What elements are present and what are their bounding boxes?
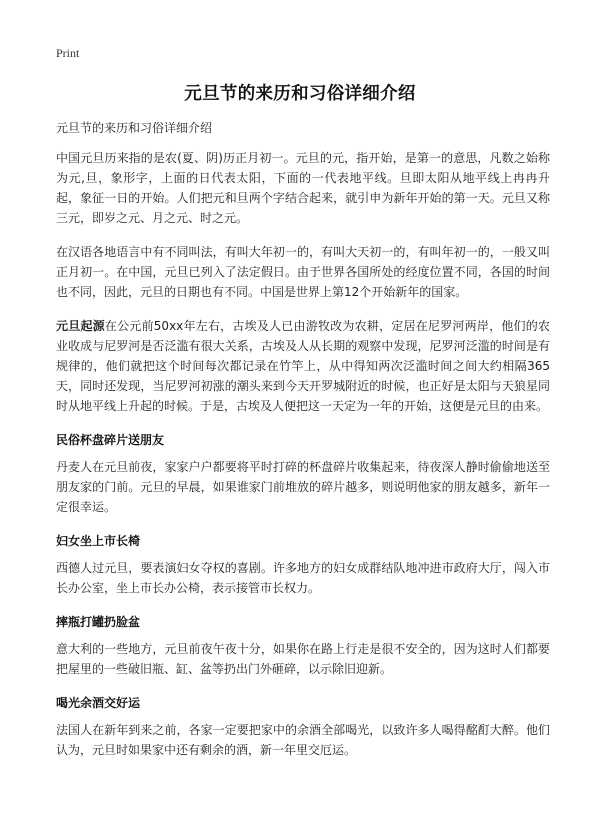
page-title: 元旦节的来历和习俗详细介绍 xyxy=(184,84,416,104)
section-heading-italy: 摔瓶打罐扔脸盆 xyxy=(56,615,141,629)
paragraph-definition: 中国元旦历来指的是农(夏、阴)历正月初一。元旦的元，指开始，是第一的意思，凡数之始称为元,旦，象形字，上面的日代表太阳，下面的一代表地平线。旦即太阳从地平线上冉冉升起，象征一日的开始。人们把元和旦两个字结合起来，就引申为新年开始的第一天。元旦又称三元，即岁之元、月之元、时之元。 xyxy=(56,151,550,225)
section-heading-germany: 妇女坐上市长椅 xyxy=(56,534,141,548)
paragraph-italy: 意大利的一些地方，元旦前夜午夜十分，如果你在路上行走是很不安全的，因为这时人们都要把屋里的一些破旧瓶、缸、盆等扔出门外砸碎，以示除旧迎新。 xyxy=(56,642,550,676)
paragraph-germany: 西德人过元旦，要表演妇女夺权的喜剧。许多地方的妇女成群结队地冲进市政府大厅，闯入市长办公室，坐上市长办公椅，表示接管市长权力。 xyxy=(56,561,550,595)
article-body xyxy=(56,118,550,774)
paragraph-denmark: 丹麦人在元旦前夜，家家户户都要将平时打碎的杯盘碎片收集起来，待夜深人静时偷偷地送至朋友家的门前。元旦的早晨，如果谁家门前堆放的碎片越多，则说明他家的朋友越多，新年一定很幸运。 xyxy=(56,460,550,514)
section-heading-denmark: 民俗杯盘碎片送朋友 xyxy=(56,433,165,447)
origin-text: 在公元前50xx年左右，古埃及人已由游牧改为农耕，定居在尼罗河两岸，他们的农业收成与尼罗河是否泛滥有很大关系，古埃及人从长期的观察中发现，尼罗河泛滥的时间是有规律的，他们就把这个时间每次都记录在竹竿上，从中得知两次泛滥时间之间大约相隔365天，同时还发现，当尼罗河初涨的潮头来到今天开罗城附近的时候，也正好是太阳与天狼星同时从地平线上升起的时候。于是，古埃及人便把这一天定为一年的开始，这便是元旦的由来。 xyxy=(56,319,550,413)
origin-lead: 元旦起源 xyxy=(56,319,105,333)
paragraph-names: 在汉语各地语言中有不同叫法，有叫大年初一的，有叫大天初一的，有叫年初一的，一般又叫正月初一。在中国，元旦已列入了法定假日。由于世界各国所处的经度位置不同，各国的时间也不同，因此，元旦的日期也有不同。中国是世界上第12个开始新年的国家。 xyxy=(56,245,550,299)
paragraph-origin xyxy=(56,316,550,416)
section-heading-france: 喝光余酒交好运 xyxy=(56,696,141,710)
article-subtitle: 元旦节的来历和习俗详细介绍 xyxy=(56,121,213,135)
print-link[interactable]: Print xyxy=(56,46,80,60)
paragraph-france: 法国人在新年到来之前，各家一定要把家中的余酒全部喝光，以致许多人喝得酩酊大醉。他们认为，元旦时如果家中还有剩余的酒，新一年里交厄运。 xyxy=(56,723,550,757)
